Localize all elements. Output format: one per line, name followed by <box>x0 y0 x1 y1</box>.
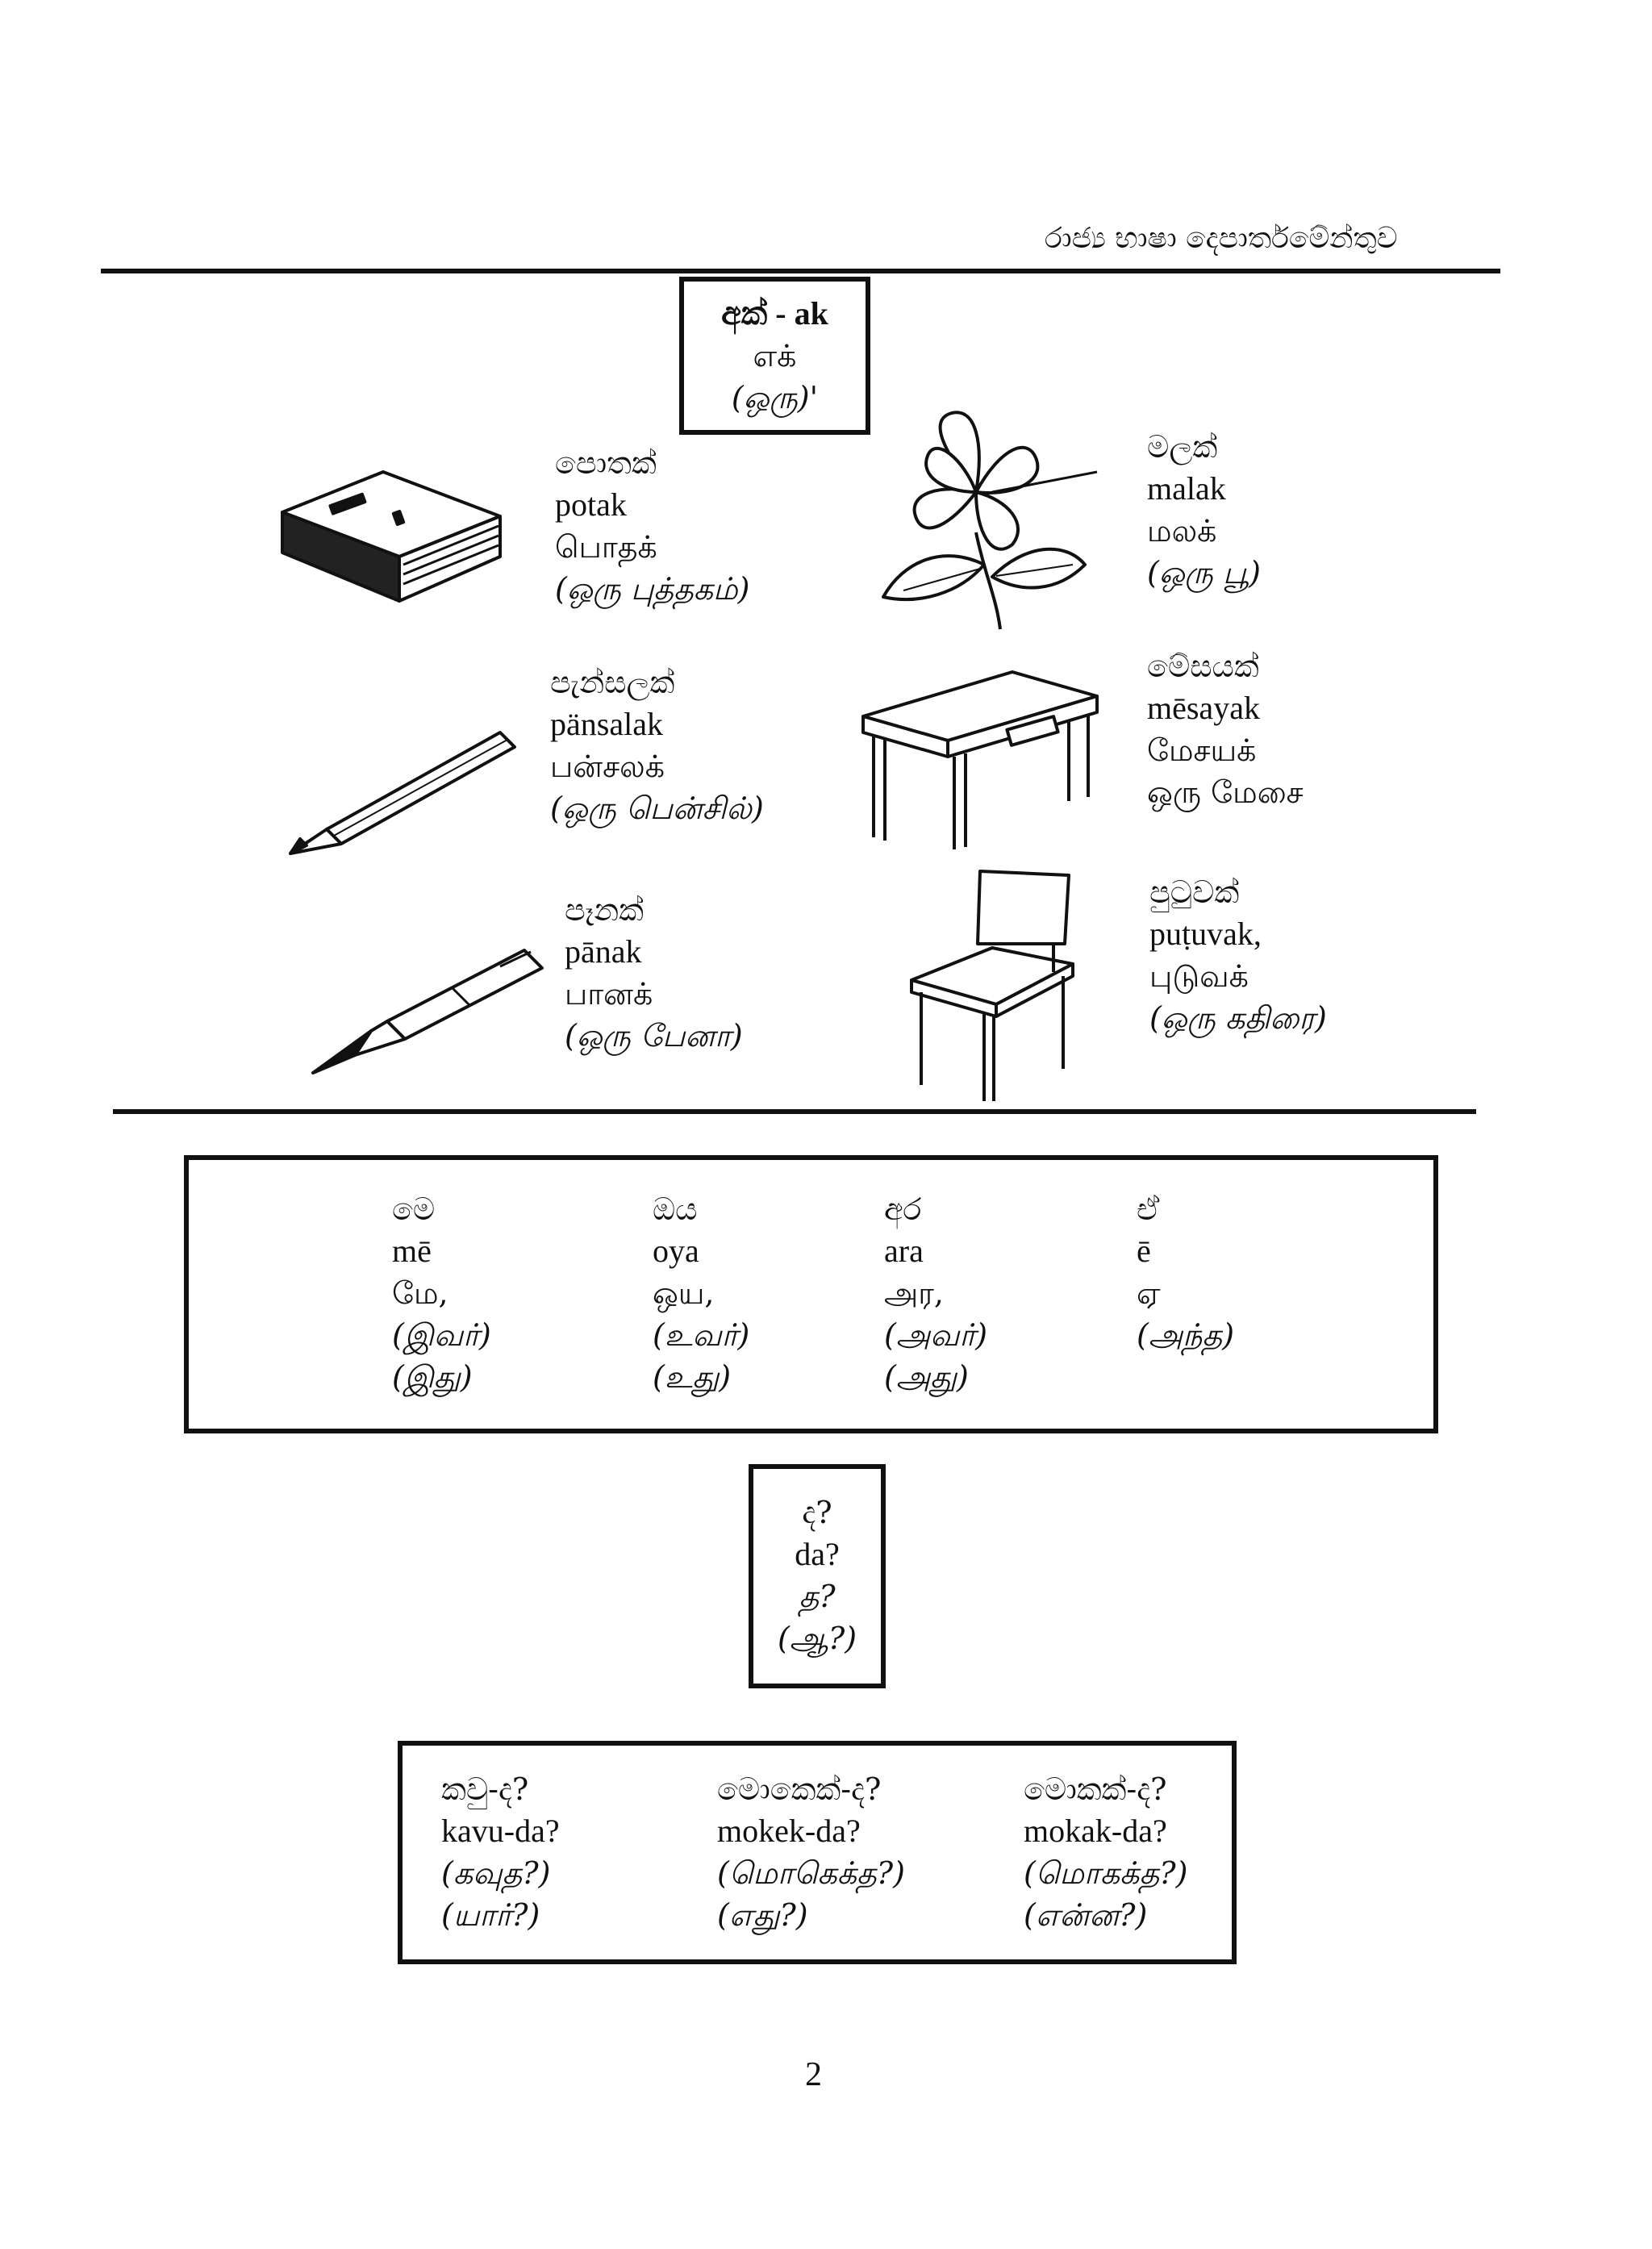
page-header: රාජ්‍ය භාෂා දෙපාර්තමේන්තුව <box>1045 222 1398 255</box>
demonstrative-meaning: (அது) <box>884 1359 969 1395</box>
table-icon <box>859 668 1101 853</box>
vocab-tamil: பன்சலக் <box>550 749 665 784</box>
vocab-item-book <box>555 442 749 610</box>
demonstrative-latin: ara <box>884 1233 924 1269</box>
demonstrative-sinhala: අර <box>884 1191 922 1227</box>
vocab-latin: pānak <box>565 933 642 970</box>
demonstrative-meaning: (இது) <box>392 1359 473 1395</box>
question-meaning: (யார்?) <box>441 1897 540 1933</box>
demonstrative-meaning: (அந்த) <box>1137 1317 1235 1353</box>
question-meaning: (எது?) <box>717 1897 808 1933</box>
vocab-sinhala: මේසයක් <box>1147 649 1259 684</box>
page-number: 2 <box>805 2056 822 2093</box>
question-latin: mokek-da? <box>717 1813 861 1849</box>
ak-box <box>679 277 870 435</box>
vocab-latin: mēsayak <box>1147 690 1260 726</box>
ak-tamil: எக் <box>753 338 797 373</box>
demonstrative-sinhala: මෙ <box>392 1191 436 1227</box>
demonstrative-meaning: (இவர்) <box>392 1317 491 1353</box>
demonstrative-tamil: ஏ <box>1137 1275 1161 1311</box>
ak-sinhala-latin: අක් - ak <box>721 295 828 332</box>
question-latin: kavu-da? <box>441 1813 560 1849</box>
question-latin: mokak-da? <box>1024 1813 1167 1849</box>
vocab-sinhala: පෑනක් <box>565 892 645 928</box>
chair-icon <box>903 867 1081 1105</box>
demonstrative-oya <box>653 1188 749 1398</box>
demonstrative-sinhala: ඔය <box>653 1191 698 1227</box>
vocab-tamil: பானக் <box>565 976 653 1012</box>
demonstrative-sinhala: ඒ <box>1137 1191 1160 1227</box>
vocab-sinhala: මලක් <box>1147 429 1218 465</box>
vocab-meaning: (ஒரு பேனா) <box>565 1018 743 1054</box>
question-sinhala: කවු-ද? <box>441 1771 529 1807</box>
pencil-icon <box>282 726 524 855</box>
question-sinhala: මොකෙක්-ද? <box>717 1771 882 1807</box>
top-rule <box>101 269 1500 273</box>
demonstrative-ara <box>884 1188 987 1398</box>
vocab-latin: puṭuvak, <box>1149 916 1262 952</box>
vocab-latin: potak <box>555 486 627 523</box>
da-sinhala: ද? <box>802 1495 832 1530</box>
vocab-sinhala: පැන්සලක් <box>550 665 675 700</box>
da-meaning: (ஆ?) <box>777 1621 857 1656</box>
demonstrative-meaning: (உது) <box>653 1359 732 1395</box>
demonstrative-tamil: மே, <box>392 1275 448 1311</box>
question-mokek-da <box>717 1768 905 1936</box>
vocab-tamil: மலக் <box>1147 513 1217 549</box>
questions-box <box>398 1741 1237 1964</box>
ak-tamil-meaning: (ஒரு)' <box>731 380 819 415</box>
vocab-tamil: மேசயக் <box>1147 732 1257 768</box>
vocab-latin: malak <box>1147 470 1226 507</box>
question-tamil: (மொகெக்த?) <box>717 1855 905 1891</box>
demonstrative-me <box>392 1188 491 1398</box>
vocab-sinhala: පුටුවක් <box>1149 874 1240 910</box>
question-meaning: (என்ன?) <box>1024 1897 1148 1933</box>
vocab-sinhala: පොතක් <box>555 445 657 481</box>
book-icon <box>274 468 508 609</box>
vocab-latin: pänsalak <box>550 706 663 742</box>
vocab-meaning: (ஒரு கதிரை) <box>1149 1000 1327 1036</box>
da-tamil: த? <box>799 1579 836 1614</box>
demonstratives-box <box>184 1155 1438 1433</box>
vocab-meaning: ஒரு மேசை <box>1147 774 1304 810</box>
demonstrative-tamil: ஒய, <box>653 1275 715 1311</box>
vocab-meaning: (ஒரு புத்தகம்) <box>555 571 750 607</box>
vocab-item-table <box>1147 645 1304 813</box>
vocab-item-pencil <box>550 661 764 829</box>
vocab-item-pen <box>565 889 743 1057</box>
vocab-tamil: பொதக் <box>555 529 657 565</box>
demonstrative-e <box>1137 1188 1234 1356</box>
question-mokak-da <box>1024 1768 1187 1936</box>
vocab-meaning: (ஒரு பூ) <box>1147 555 1261 590</box>
demonstrative-latin: ē <box>1137 1233 1151 1269</box>
question-tamil: (கவுத?) <box>441 1855 551 1891</box>
demonstrative-latin: mē <box>392 1233 432 1269</box>
vocab-meaning: (ஒரு பென்சில்) <box>550 791 764 826</box>
demonstrative-meaning: (உவர்) <box>653 1317 750 1353</box>
question-tamil: (மொகக்த?) <box>1024 1855 1188 1891</box>
vocab-item-chair <box>1149 871 1327 1039</box>
demonstrative-latin: oya <box>653 1233 699 1269</box>
question-kavu-da <box>441 1768 560 1936</box>
vocab-tamil: புடுவக் <box>1149 958 1249 994</box>
pen-icon <box>307 942 549 1079</box>
flower-icon <box>855 403 1105 637</box>
question-sinhala: මොකක්-ද? <box>1024 1771 1167 1807</box>
demonstrative-tamil: அர, <box>884 1275 944 1311</box>
middle-rule <box>113 1109 1476 1114</box>
vocab-item-flower <box>1147 426 1261 594</box>
demonstrative-meaning: (அவர்) <box>884 1317 988 1353</box>
da-box <box>749 1464 886 1688</box>
da-latin: da? <box>795 1536 840 1572</box>
